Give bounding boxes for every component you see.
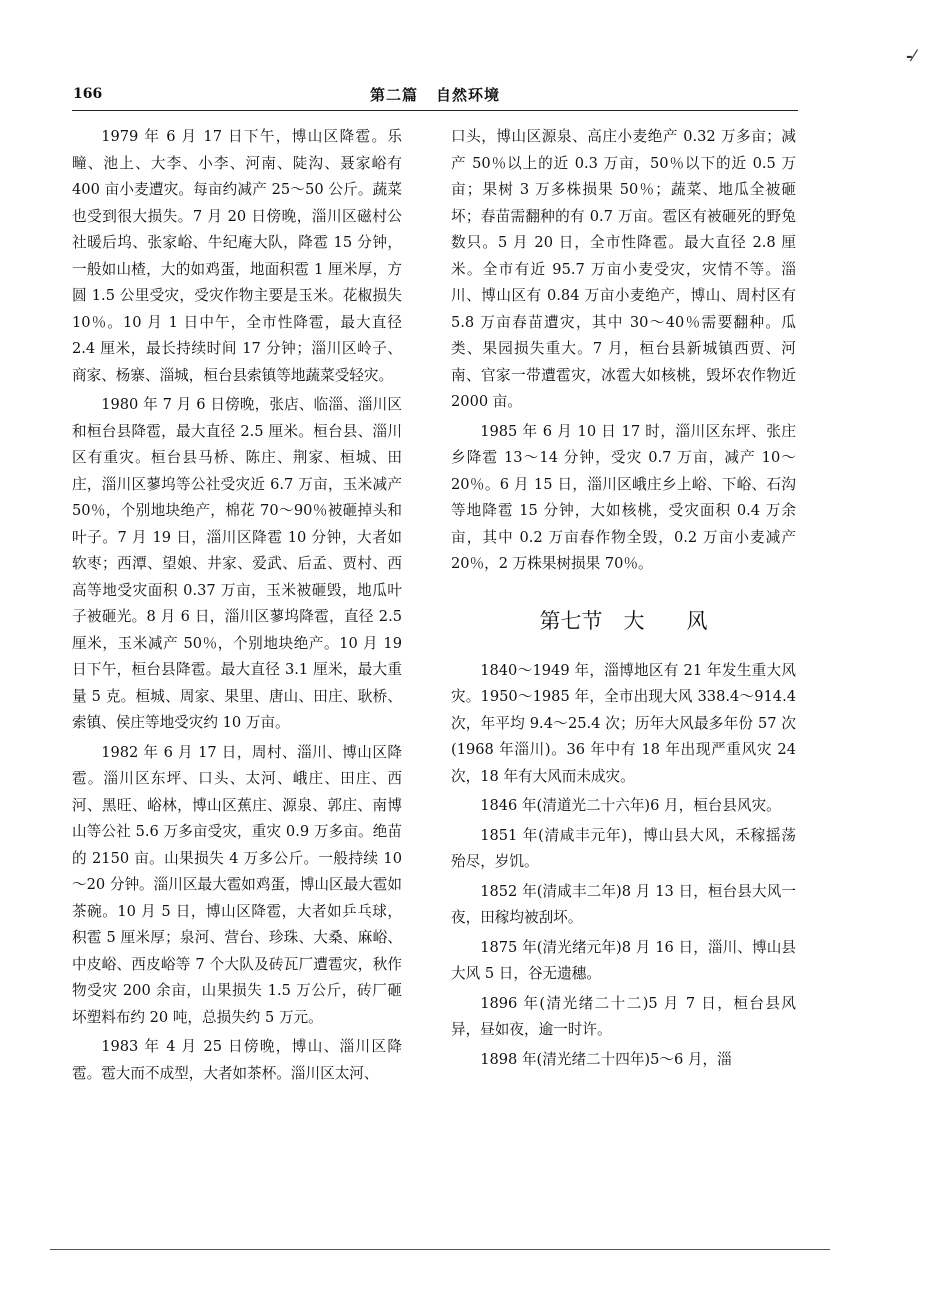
paragraph-1985: 1985 年 6 月 10 日 17 时，淄川区东坪、张庄乡降雹 13～14 分钟，受灾 0.7 万亩，减产 10～20％。6 月 15 日，淄川区峨庄乡上峪、下峪、石沟等地降雹 15 分钟，大如核桃，受灾面积 0.4 万余亩，其中 0.2 万亩春作物全毁，0.2 万亩小麦减产 20％，2 万株果树损果 70％。 — [451, 422, 796, 572]
left-column — [72, 124, 402, 1090]
paragraph-1852: 1852 年(清咸丰二年)8 月 13 日，桓台县大风一夜，田稼均被刮坏。 — [451, 882, 796, 926]
paragraph-wind-overview: 1840～1949 年，淄博地区有 21 年发生重大风灾。1950～1985 年，全市出现大风 338.4～914.4 次，年平均 9.4～25.4 次；历年大风最多年份 57 次(1968 年淄川)。36 年中有 18 年出现严重风灾 24 次，18 年有大风而未成灾。 — [451, 661, 796, 785]
section-title: 第七节 大 风 — [539, 608, 708, 633]
paragraph-1898-start: 1898 年(清光绪二十四年)5～6 月，淄 — [480, 1050, 732, 1068]
part-label: 第二篇 — [370, 86, 419, 104]
paragraph-1896: 1896 年(清光绪二十二)5 月 7 日，桓台县风异，昼如夜，逾一时许。 — [451, 994, 796, 1038]
right-column — [451, 124, 796, 1076]
paragraph-1983-start: 1983 年 4 月 25 日傍晚，博山、淄川区降雹。雹大而不成型，大者如茶杯。淄川区太河、 — [72, 1038, 402, 1082]
paragraph-1982: 1982 年 6 月 17 日，周村、淄川、博山区降雹。淄川区东坪、口头、太河、峨庄、田庄、西河、黑旺、峪林，博山区蕉庄、源泉、郭庄、南博山等公社 5.6 万多亩受灾，重灾 0.9 万多亩。绝苗的 2150 亩。山果损失 4 万多公斤。一般持续 10～20 分钟。淄川区最大雹如鸡蛋，博山区最大雹如茶碗。10 月 5 日，博山区降雹，大者如乒乓球，积雹 5 厘米厚；泉河、营台、珍珠、大桑、麻峪、中皮峪、西皮峪等 7 个大队及砖瓦厂遭雹灾，秋作物受灾 200 余亩，山果损失 1.5 万公斤，砖厂砸坏塑料布约 20 吨，总损失约 5 万元。 — [72, 743, 402, 1026]
paragraph-1980: 1980 年 7 月 6 日傍晚，张店、临淄、淄川区和桓台县降雹，最大直径 2.5 厘米。桓台县、淄川区有重灾。桓台县马桥、陈庄、荆家、桓城、田庄，淄川区蓼坞等公社受灾近 6.7 万亩，玉米减产 50％，个别地块绝产，棉花 70～90％被砸掉头和叶子。7 月 19 日，淄川区降雹 10 分钟，大者如软枣；西潭、望娘、井家、爱武、后孟、贾村、西高等地受灾面积 0.37 万亩，玉米被砸毁，地瓜叶子被砸光。8 月 6 日，淄川区蓼坞降雹，直径 2.5 厘米，玉米减产 50％，个别地块绝产。10 月 19 日下午，桓台县降雹。最大直径 3.1 厘米，最大重量 5 克。桓城、周家、果里、唐山、田庄、耿桥、索镇、侯庄等地受灾约 10 万亩。 — [72, 396, 402, 731]
header-rule — [72, 110, 798, 111]
paragraph-1983-continued: 口头，博山区源泉、高庄小麦绝产 0.32 万多亩；减产 50％以上的近 0.3 万亩，50％以下的近 0.5 万亩；果树 3 万多株损果 50％；蔬菜、地瓜全被砸坏；春苗需翻种的有 0.7 万亩。雹区有被砸死的野兔数只。5 月 20 日，全市性降雹。最大直径 2.8 厘米。全市有近 95.7 万亩小麦受灾，灾情不等。淄川、博山区有 0.84 万亩小麦绝产，博山、周村区有 5.8 万亩春苗遭灾，其中 30～40％需要翻种。瓜类、果园损失重大。7 月，桓台县新城镇西贾、河南、官家一带遭雹灾，冰雹大如核桃，毁坏农作物近 2000 亩。 — [451, 128, 796, 410]
bottom-rule — [50, 1249, 830, 1250]
chapter-label: 自然环境 — [436, 86, 501, 104]
scan-corner-mark: -⁄ — [906, 46, 916, 65]
running-head — [370, 84, 500, 105]
paragraph-1846: 1846 年(清道光二十六年)6 月，桓台县风灾。 — [480, 797, 781, 814]
page-number: 166 — [73, 86, 103, 102]
paragraph-1979: 1979 年 6 月 17 日下午，博山区降雹。乐疃、池上、大李、小李、河南、陡沟、聂家峪有 400 亩小麦遭灾。每亩约减产 25～50 公斤。蔬菜也受到很大损失。7 月 20 日傍晚，淄川区磁村公社暖后坞、张家峪、牛纪庵大队，降雹 15 分钟，一般如山楂，大的如鸡蛋，地面积雹 1 厘米厚，方圆 1.5 公里受灾，受灾作物主要是玉米。花椒损失 10％。10 月 1 日中午，全市性降雹，最大直径 2.4 厘米，最长持续时间 17 分钟；淄川区岭子、商家、杨寨、淄城，桓台县索镇等地蔬菜受轻灾。 — [72, 128, 402, 384]
paragraph-1875: 1875 年(清光绪元年)8 月 16 日，淄川、博山县大风 5 日，谷无遗穗。 — [451, 938, 796, 982]
paragraph-1851: 1851 年(清咸丰元年)，博山县大风，禾稼摇荡殆尽，岁饥。 — [451, 826, 796, 870]
